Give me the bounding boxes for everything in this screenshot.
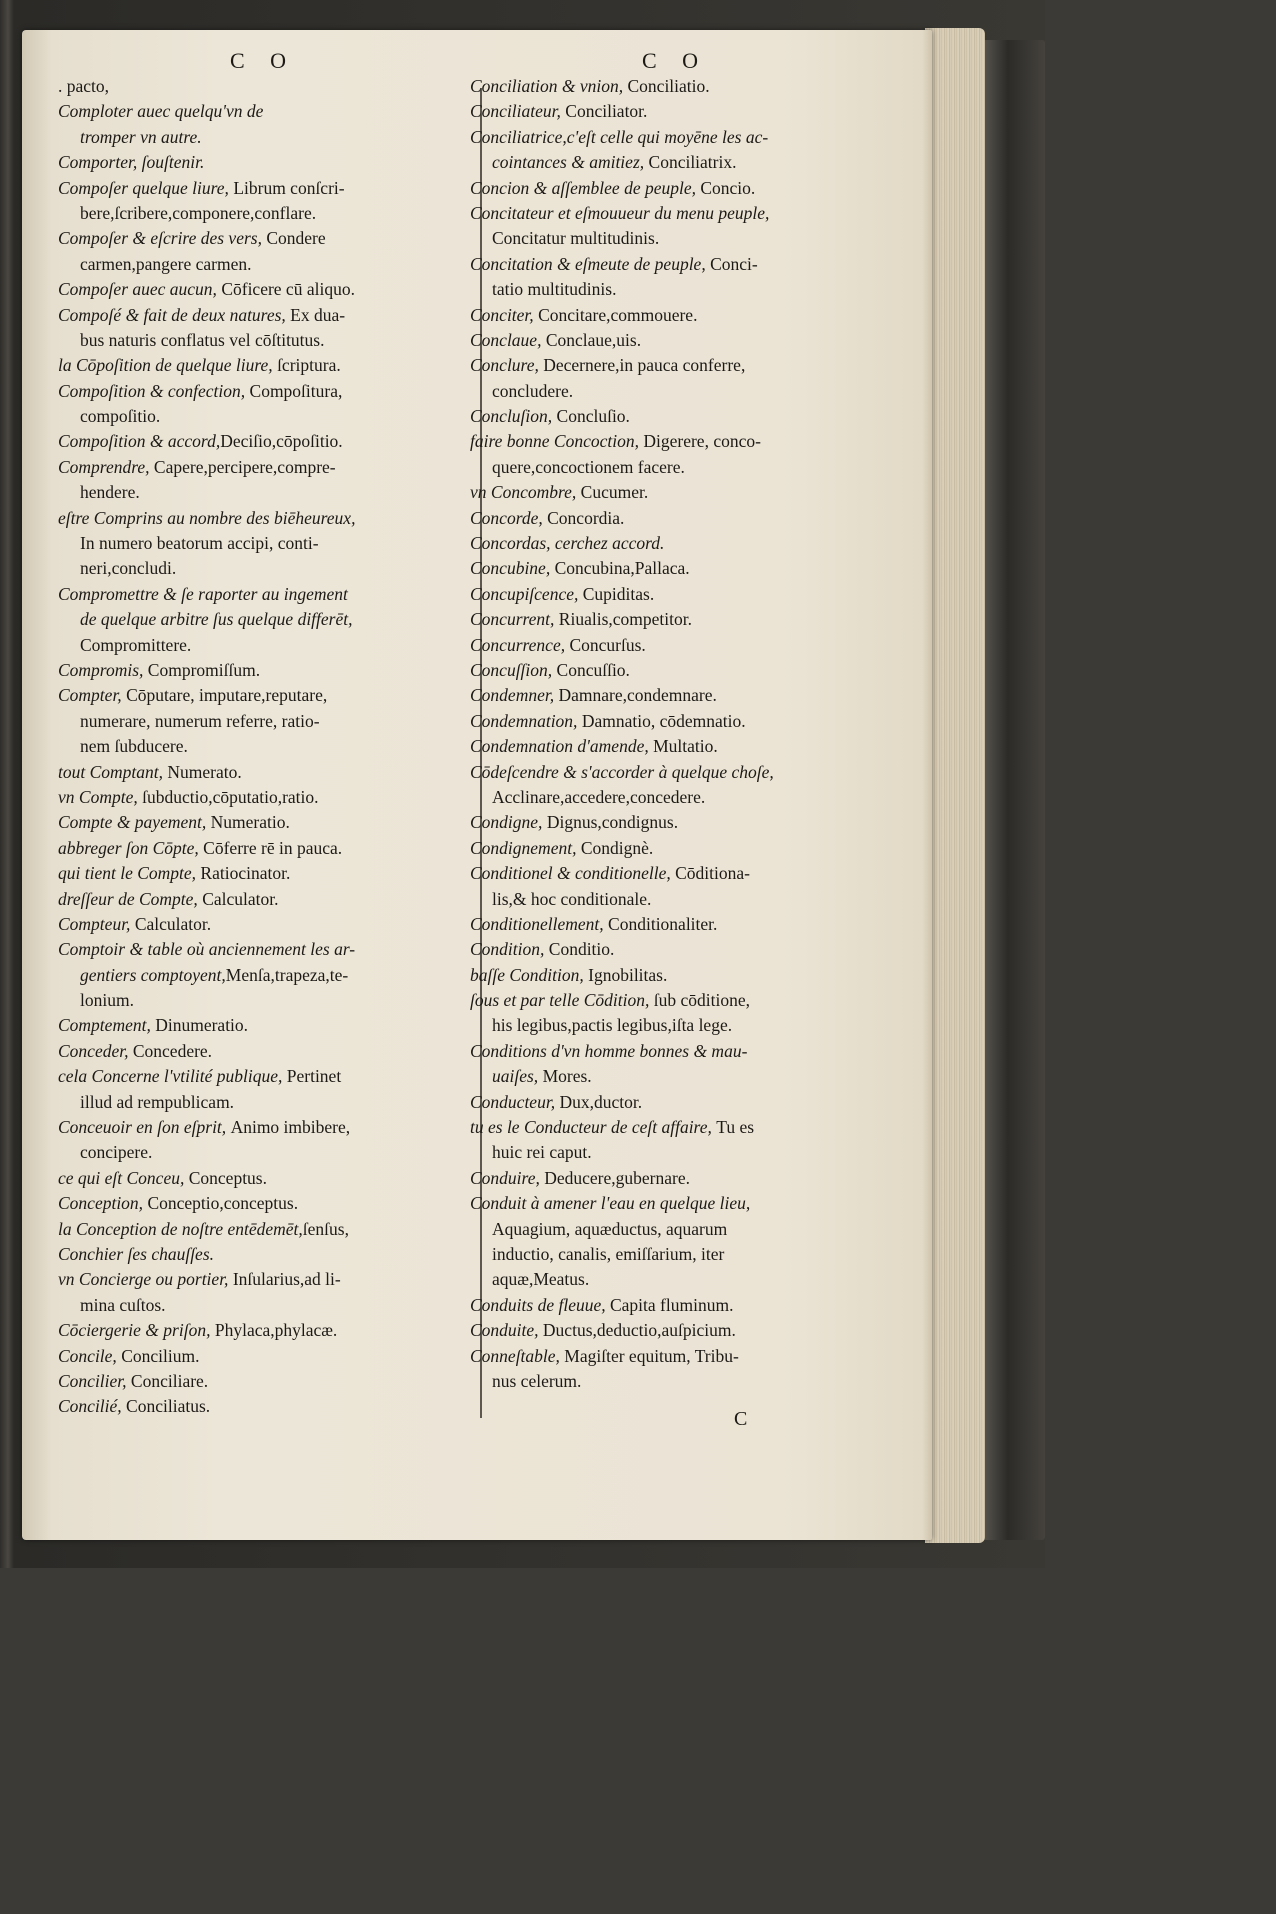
- dictionary-line: [58, 1013, 468, 1038]
- dictionary-line: [470, 1166, 880, 1191]
- french-headword: cela Concerne l'vtilité publique,: [58, 1066, 287, 1087]
- dictionary-line: [58, 1217, 468, 1242]
- latin-translation: Damnare,condemnare.: [558, 685, 717, 706]
- book-cover-edge: [983, 40, 1045, 1540]
- dictionary-line: [470, 150, 880, 175]
- dictionary-line: [58, 658, 468, 683]
- dictionary-line: [470, 607, 880, 632]
- french-headword: Compoſer auec aucun,: [58, 279, 222, 300]
- dictionary-line: [58, 1039, 468, 1064]
- latin-translation: In numero beatorum accipi, conti-: [80, 533, 319, 554]
- latin-translation: bus naturis conflatus vel cōſtitutus.: [80, 329, 325, 350]
- french-headword: Concurrent,: [470, 609, 559, 630]
- latin-translation: Condere: [266, 228, 326, 249]
- french-headword: Conciliatrice,c'eſt celle qui moyēne les ac-: [470, 126, 769, 147]
- latin-translation: Conclaue,uis.: [545, 329, 642, 350]
- french-headword: Conceder,: [58, 1040, 133, 1061]
- dictionary-line: [470, 226, 880, 251]
- french-headword: Comptement,: [58, 1015, 156, 1036]
- latin-translation: nus celerum.: [492, 1370, 582, 1391]
- french-headword: Condigne,: [470, 812, 547, 833]
- left-column: [58, 30, 468, 1420]
- dictionary-line: [58, 506, 468, 531]
- french-headword: Compte & payement,: [58, 812, 211, 833]
- dictionary-line: [58, 1293, 468, 1318]
- latin-translation: Cucumer.: [580, 482, 649, 503]
- french-headword: Condemner,: [470, 685, 559, 706]
- latin-translation: Capita fluminum.: [609, 1294, 734, 1315]
- dictionary-line: [58, 404, 468, 429]
- dictionary-line: [58, 1318, 468, 1343]
- french-headword: tu es le Conducteur de ceſt affaire,: [470, 1117, 717, 1138]
- latin-translation: Compromittere.: [80, 634, 192, 655]
- latin-translation: Concubina,Pallaca.: [554, 558, 690, 579]
- latin-translation: Dignus,condignus.: [546, 812, 679, 833]
- french-headword: dreſſeur de Compte,: [58, 888, 203, 909]
- dictionary-line: [58, 709, 468, 734]
- dictionary-line: [470, 1090, 880, 1115]
- dictionary-line: [470, 328, 880, 353]
- catchword: C: [734, 1408, 748, 1430]
- latin-translation: Concordia.: [547, 507, 625, 528]
- dictionary-line: [470, 480, 880, 505]
- latin-translation: Compromiſſum.: [147, 659, 261, 680]
- latin-translation: Phylaca,phylacæ.: [214, 1320, 338, 1341]
- latin-translation: Digerere, conco-: [643, 431, 761, 452]
- latin-translation: Conceptio,conceptus.: [147, 1193, 299, 1214]
- dictionary-line: [58, 683, 468, 708]
- dictionary-line: [470, 99, 880, 124]
- latin-translation: Conciliatus.: [126, 1396, 211, 1417]
- french-headword: Conditions d'vn homme bonnes & mau-: [470, 1040, 748, 1061]
- latin-translation: Condignè.: [580, 837, 654, 858]
- latin-translation: bere,ſcribere,componere,conflare.: [80, 202, 317, 223]
- left-entries: [58, 74, 468, 1420]
- dictionary-line: [58, 1344, 468, 1369]
- latin-translation: aquæ,Meatus.: [492, 1269, 590, 1290]
- latin-translation: tatio multitudinis.: [492, 279, 617, 300]
- latin-translation: Cōferre rē in pauca.: [203, 837, 343, 858]
- dictionary-line: [470, 1115, 880, 1140]
- latin-translation: Conciliator.: [565, 101, 648, 122]
- latin-translation: Cōputare, imputare,reputare,: [126, 685, 328, 706]
- dictionary-line: [470, 1064, 880, 1089]
- french-headword: Concile,: [58, 1345, 122, 1366]
- latin-translation: Concluſio.: [556, 406, 630, 427]
- dictionary-line: [470, 963, 880, 988]
- latin-translation: Calculator.: [202, 888, 279, 909]
- latin-translation: Ratiocinator.: [200, 863, 291, 884]
- dictionary-line: [58, 861, 468, 886]
- dictionary-line: [58, 1090, 468, 1115]
- latin-translation: Ductus,deductio,auſpicium.: [542, 1320, 736, 1341]
- dictionary-line: [470, 760, 880, 785]
- french-headword: Concorde,: [470, 507, 548, 528]
- french-headword: Comprendre,: [58, 456, 154, 477]
- dictionary-line: [470, 836, 880, 861]
- dictionary-line: [58, 937, 468, 962]
- latin-translation: Multatio.: [653, 736, 718, 757]
- french-headword: vn Compte,: [58, 786, 143, 807]
- dictionary-line: [470, 785, 880, 810]
- french-headword: Conclaue,: [470, 329, 546, 350]
- latin-translation: Inſularius,ad li-: [232, 1269, 341, 1290]
- latin-translation: Aquagium, aquæductus, aquarum: [492, 1218, 728, 1239]
- latin-translation: carmen,pangere carmen.: [80, 253, 252, 274]
- french-headword: eſtre Comprins au nombre des biēheureux,: [58, 507, 356, 528]
- french-headword: Conduite,: [470, 1320, 543, 1341]
- dictionary-line: [58, 252, 468, 277]
- dictionary-line: [58, 734, 468, 759]
- dictionary-line: [470, 303, 880, 328]
- dictionary-line: [58, 176, 468, 201]
- dictionary-line: [470, 379, 880, 404]
- dictionary-line: [470, 709, 880, 734]
- french-headword: Concilier,: [58, 1370, 131, 1391]
- french-headword: Conciliateur,: [470, 101, 566, 122]
- latin-translation: Conci-: [710, 253, 758, 274]
- french-headword: Conducteur,: [470, 1091, 560, 1112]
- dictionary-line: [470, 531, 880, 556]
- french-headword: Concitation & eſmeute de peuple,: [470, 253, 711, 274]
- latin-translation: Conditio.: [548, 939, 615, 960]
- latin-translation: Decernere,in pauca conferre,: [543, 355, 746, 376]
- dictionary-line: [470, 988, 880, 1013]
- french-headword: Conduire,: [470, 1167, 545, 1188]
- dictionary-line: [58, 1115, 468, 1140]
- french-headword: la Cōpoſition de quelque liure,: [58, 355, 278, 376]
- french-headword: tromper vn autre.: [80, 126, 202, 147]
- french-headword: la Conception de noſtre entēdemēt,: [58, 1218, 303, 1239]
- latin-translation: Acclinare,accedere,concedere.: [492, 786, 706, 807]
- latin-translation: inductio, canalis, emiſſarium, iter: [492, 1243, 725, 1264]
- french-headword: Condignement,: [470, 837, 581, 858]
- dictionary-line: [470, 353, 880, 378]
- french-headword: de quelque arbitre ſus quelque differēt,: [80, 609, 353, 630]
- dictionary-line: [470, 201, 880, 226]
- latin-translation: Conciliare.: [130, 1370, 209, 1391]
- french-headword: Conceuoir en ſon eſprit,: [58, 1117, 231, 1138]
- french-headword: uaiſes,: [492, 1066, 543, 1087]
- latin-translation: hendere.: [80, 482, 140, 503]
- french-headword: Conditionel & conditionelle,: [470, 863, 676, 884]
- french-headword: Condition,: [470, 939, 549, 960]
- dictionary-line: [470, 810, 880, 835]
- dictionary-line: [58, 226, 468, 251]
- latin-translation: Compoſitura,: [249, 380, 343, 401]
- latin-translation: Magiſter equitum, Tribu-: [564, 1345, 739, 1366]
- latin-translation: quere,concoctionem facere.: [492, 456, 685, 477]
- page-edges: [925, 28, 985, 1543]
- dictionary-line: [58, 760, 468, 785]
- french-headword: Condemnation,: [470, 710, 582, 731]
- french-headword: Compoſition & accord,: [58, 431, 221, 452]
- dictionary-line: [58, 328, 468, 353]
- dictionary-line: [470, 455, 880, 480]
- latin-translation: Deducere,gubernare.: [544, 1167, 690, 1188]
- dictionary-line: [58, 556, 468, 581]
- dictionary-line: [58, 125, 468, 150]
- dictionary-line: [470, 74, 880, 99]
- dictionary-line: [58, 988, 468, 1013]
- dictionary-line: [58, 810, 468, 835]
- latin-translation: Calculator.: [134, 913, 212, 934]
- dictionary-line: [58, 480, 468, 505]
- right-entries: [470, 74, 880, 1394]
- latin-translation: lonium.: [80, 990, 134, 1011]
- dictionary-line: [58, 277, 468, 302]
- latin-translation: Conciliatio.: [627, 76, 710, 96]
- dictionary-line: [470, 937, 880, 962]
- dictionary-line: [58, 429, 468, 454]
- french-headword: Concitateur et eſmouueur du menu peuple,: [470, 202, 770, 223]
- latin-translation: Animo imbibere,: [230, 1117, 351, 1138]
- dictionary-line: [470, 1013, 880, 1038]
- latin-translation: compoſitio.: [80, 406, 161, 427]
- latin-translation: ſub cōditione,: [653, 990, 750, 1011]
- latin-translation: Concitare,commouere.: [538, 304, 698, 325]
- french-headword: vn Concombre,: [470, 482, 581, 503]
- latin-translation: Conceptus.: [188, 1167, 267, 1188]
- french-headword: qui tient le Compte,: [58, 863, 201, 884]
- french-headword: Cōdeſcendre & s'accorder à quelque choſe,: [470, 761, 774, 782]
- dictionary-line: [58, 150, 468, 175]
- latin-translation: Cupiditas.: [582, 583, 655, 604]
- french-headword: Compoſer quelque liure,: [58, 177, 234, 198]
- dictionary-line: [58, 74, 468, 99]
- french-headword: Compter,: [58, 685, 127, 706]
- french-headword: Conduit à amener l'eau en quelque lieu,: [470, 1193, 751, 1214]
- french-headword: Conduits de fleuue,: [470, 1294, 610, 1315]
- french-headword: Concordas, cerchez accord.: [470, 533, 665, 554]
- dictionary-line: [470, 1369, 880, 1394]
- dictionary-line: [470, 658, 880, 683]
- latin-translation: Ignobilitas.: [588, 964, 668, 985]
- dictionary-line: [58, 455, 468, 480]
- dictionary-line: [470, 633, 880, 658]
- dictionary-line: [58, 303, 468, 328]
- french-headword: Concubine,: [470, 558, 555, 579]
- latin-translation: Capere,percipere,compre-: [153, 456, 336, 477]
- latin-translation: neri,concludi.: [80, 558, 177, 579]
- dictionary-line: [58, 99, 468, 124]
- latin-translation: Concurſus.: [569, 634, 646, 655]
- dictionary-line: [58, 785, 468, 810]
- french-headword: Conditionellement,: [470, 913, 609, 934]
- french-headword: tout Comptant,: [58, 761, 168, 782]
- french-headword: Compoſé & fait de deux natures,: [58, 304, 291, 325]
- latin-translation: Librum conſcri-: [233, 177, 345, 198]
- latin-translation: Concilium.: [121, 1345, 200, 1366]
- french-headword: Compromettre & ſe raporter au ingement: [58, 583, 348, 604]
- dictionary-line: [470, 887, 880, 912]
- dictionary-line: [58, 1191, 468, 1216]
- dictionary-line: [58, 1166, 468, 1191]
- dictionary-line: [470, 1318, 880, 1343]
- french-headword: cointances & amitiez,: [492, 152, 649, 173]
- dictionary-line: [58, 887, 468, 912]
- latin-translation: Concitatur multitudinis.: [492, 228, 660, 249]
- latin-translation: concludere.: [492, 380, 574, 401]
- french-headword: Conception,: [58, 1193, 148, 1214]
- dictionary-line: [470, 683, 880, 708]
- latin-translation: Pertinet: [286, 1066, 342, 1087]
- latin-translation: Conciliatrix.: [648, 152, 737, 173]
- french-headword: Comptoir & table où anciennement les ar-: [58, 939, 356, 960]
- dictionary-line: [470, 429, 880, 454]
- left-running-header: C O: [229, 48, 297, 73]
- latin-translation: mina cuſtos.: [80, 1294, 166, 1315]
- dictionary-line: [58, 633, 468, 658]
- dictionary-line: [58, 582, 468, 607]
- french-headword: Concuſſion,: [470, 659, 557, 680]
- dictionary-line: [470, 1293, 880, 1318]
- dictionary-line: [58, 1369, 468, 1394]
- dictionary-page: [22, 30, 932, 1540]
- french-headword: Conchier ſes chauſſes.: [58, 1243, 215, 1264]
- french-headword: ſous et par telle Cōdition,: [470, 990, 654, 1011]
- dictionary-line: [470, 734, 880, 759]
- latin-translation: concipere.: [80, 1142, 153, 1163]
- dictionary-line: [58, 353, 468, 378]
- right-column: [470, 30, 880, 1394]
- dictionary-line: [58, 607, 468, 632]
- dictionary-line: [470, 861, 880, 886]
- dictionary-line: [470, 1140, 880, 1165]
- latin-translation: Damnatio, cōdemnatio.: [581, 710, 746, 731]
- latin-translation: Menſa,trapeza,te-: [225, 964, 349, 985]
- latin-translation: Cōditiona-: [675, 863, 750, 884]
- dictionary-line: [470, 125, 880, 150]
- french-headword: ce qui eſt Conceu,: [58, 1167, 189, 1188]
- latin-translation: . pacto,: [58, 76, 110, 96]
- latin-translation: nem ſubducere.: [80, 736, 188, 757]
- french-headword: gentiers comptoyent,: [80, 964, 226, 985]
- dictionary-line: [470, 176, 880, 201]
- dictionary-line: [58, 1394, 468, 1419]
- latin-translation: Conditionaliter.: [608, 913, 718, 934]
- latin-translation: Deciſio,cōpoſitio.: [220, 431, 343, 452]
- dictionary-line: [58, 836, 468, 861]
- latin-translation: Concedere.: [132, 1040, 213, 1061]
- french-headword: Conneſtable,: [470, 1345, 565, 1366]
- dictionary-line: [470, 1039, 880, 1064]
- latin-translation: Cōficere cū aliquo.: [221, 279, 355, 300]
- dictionary-line: [58, 531, 468, 556]
- dictionary-line: [470, 1191, 880, 1216]
- dictionary-line: [58, 1242, 468, 1267]
- dictionary-line: [58, 379, 468, 404]
- french-headword: Cōciergerie & priſon,: [58, 1320, 215, 1341]
- dictionary-line: [58, 912, 468, 937]
- french-headword: abbreger ſon Cōpte,: [58, 837, 204, 858]
- latin-translation: Numerato.: [167, 761, 242, 782]
- dictionary-line: [470, 912, 880, 937]
- latin-translation: his legibus,pactis legibus,iſta lege.: [492, 1015, 733, 1036]
- dictionary-line: [58, 1140, 468, 1165]
- dictionary-line: [470, 582, 880, 607]
- latin-translation: Dux,ductor.: [559, 1091, 643, 1112]
- french-headword: Concilié,: [58, 1396, 127, 1417]
- latin-translation: Riualis,competitor.: [558, 609, 692, 630]
- french-headword: Compoſition & confection,: [58, 380, 250, 401]
- french-headword: Comporter, ſouſtenir.: [58, 152, 205, 173]
- latin-translation: Ex dua-: [290, 304, 346, 325]
- french-headword: Condemnation d'amende,: [470, 736, 654, 757]
- dictionary-line: [470, 556, 880, 581]
- dictionary-line: [470, 1217, 880, 1242]
- latin-translation: Concio.: [700, 177, 756, 198]
- french-headword: baſſe Condition,: [470, 964, 589, 985]
- french-headword: Concion & aſſemblee de peuple,: [470, 177, 701, 198]
- latin-translation: ſenſus,: [302, 1218, 349, 1239]
- french-headword: Comploter auec quelqu'vn de: [58, 101, 264, 122]
- dictionary-line: [58, 1267, 468, 1292]
- latin-translation: lis,& hoc conditionale.: [492, 888, 652, 909]
- french-headword: Conciliation & vnion,: [470, 76, 628, 96]
- dictionary-line: [470, 252, 880, 277]
- latin-translation: huic rei caput.: [492, 1142, 592, 1163]
- latin-translation: Mores.: [542, 1066, 592, 1087]
- latin-translation: Dinumeratio.: [155, 1015, 249, 1036]
- dictionary-line: [470, 277, 880, 302]
- french-headword: faire bonne Concoction,: [470, 431, 644, 452]
- french-headword: Conclure,: [470, 355, 544, 376]
- latin-translation: ſcriptura.: [277, 355, 341, 376]
- dictionary-line: [470, 404, 880, 429]
- dictionary-line: [470, 1344, 880, 1369]
- french-headword: Compteur,: [58, 913, 135, 934]
- latin-translation: Concuſſio.: [556, 659, 630, 680]
- latin-translation: Tu es: [716, 1117, 755, 1138]
- french-headword: Concurrence,: [470, 634, 570, 655]
- french-headword: Compoſer & eſcrire des vers,: [58, 228, 267, 249]
- latin-translation: ſubductio,cōputatio,ratio.: [142, 786, 319, 807]
- dictionary-line: [470, 1267, 880, 1292]
- latin-translation: illud ad rempublicam.: [80, 1091, 235, 1112]
- french-headword: Concupiſcence,: [470, 583, 583, 604]
- right-running-header: C O: [641, 48, 709, 73]
- french-headword: Concluſion,: [470, 406, 557, 427]
- dictionary-line: [58, 201, 468, 226]
- dictionary-line: [470, 1242, 880, 1267]
- latin-translation: numerare, numerum referre, ratio-: [80, 710, 320, 731]
- dictionary-line: [58, 1064, 468, 1089]
- french-headword: Conciter,: [470, 304, 539, 325]
- dictionary-line: [470, 506, 880, 531]
- latin-translation: Numeratio.: [210, 812, 290, 833]
- french-headword: Compromis,: [58, 659, 148, 680]
- french-headword: vn Concierge ou portier,: [58, 1269, 233, 1290]
- dictionary-line: [58, 963, 468, 988]
